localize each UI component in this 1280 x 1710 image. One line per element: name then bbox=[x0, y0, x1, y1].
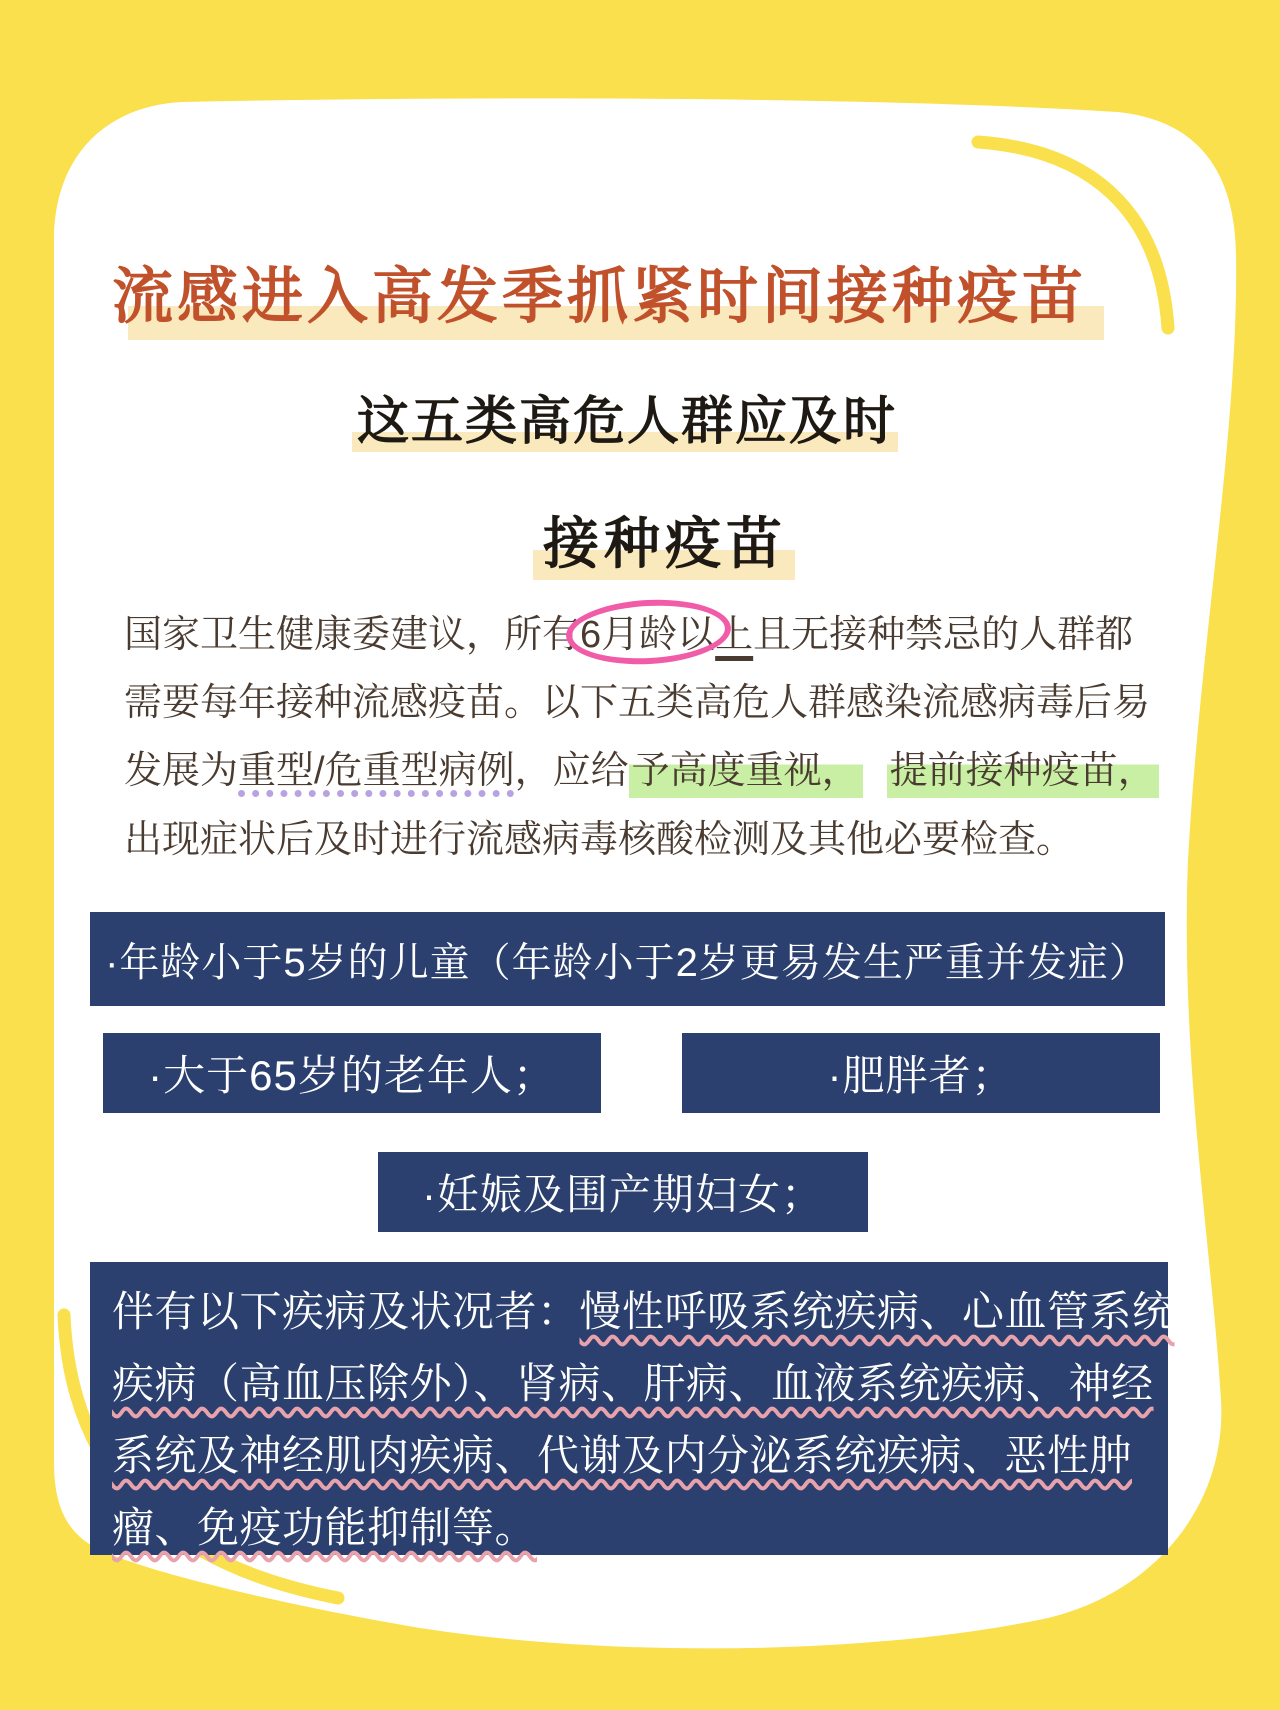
main-title: 流感进入高发季抓紧时间接种疫苗 bbox=[112, 262, 1088, 330]
risk-box-pregnant: ·妊娠及围产期妇女； bbox=[378, 1152, 868, 1232]
paragraph-line-3-mid: ，应给 bbox=[514, 750, 629, 792]
circled-age-text bbox=[580, 615, 715, 655]
chronic-line-2 bbox=[112, 1348, 1168, 1420]
paragraph-line-4: 出现症状后及时进行流感病毒核酸检测及其他必要检查。 bbox=[124, 819, 1075, 861]
chronic-line-3-wavy: 系统及神经肌肉疾病、代谢及内分泌系统疾病、恶性肿 bbox=[112, 1432, 1133, 1479]
chronic-line-1-plain: 伴有以下疾病及状况者： bbox=[112, 1288, 580, 1335]
risk-box-elderly: ·大于65岁的老年人； bbox=[103, 1033, 601, 1113]
paragraph-line-1-text: 国家卫生健康委建议，所有 bbox=[124, 614, 581, 656]
chronic-line-1 bbox=[112, 1276, 1175, 1348]
risk-box-obese: ·肥胖者； bbox=[682, 1033, 1160, 1113]
chronic-line-2-wavy: 疾病（高血压除外）、肾病、肝病、血液系统疾病、神经 bbox=[112, 1360, 1154, 1407]
chronic-line-4 bbox=[112, 1492, 1168, 1564]
risk-box-children: ·年龄小于5岁的儿童（年龄小于2岁更易发生严重并发症） bbox=[90, 912, 1165, 1006]
underlined-text: 上 bbox=[715, 614, 754, 656]
paragraph-line-2: 需要每年接种流感疫苗。以下五类高危人群感染流感病毒后易 bbox=[124, 682, 1151, 724]
dotted-emphasis-text: 重型/危重型病例 bbox=[238, 750, 515, 792]
paragraph-line-1-rest: 且无接种禁忌的人群都 bbox=[753, 614, 1134, 656]
paragraph-line-3 bbox=[124, 751, 1159, 791]
chronic-line-1-wavy: 慢性呼吸系统疾病、心血管系统 bbox=[579, 1288, 1175, 1335]
risk-box-chronic-disease bbox=[90, 1262, 1175, 1555]
subtitle-line-1: 这五类高危人群应及时 bbox=[357, 393, 898, 451]
circled-age-inner: 6月龄以 bbox=[580, 614, 716, 656]
green-highlight-text-1: 予高度重视， bbox=[629, 750, 863, 798]
green-highlight-text-2: 提前接种疫苗， bbox=[887, 750, 1159, 798]
chronic-line-4-wavy: 瘤、免疫功能抑制等。 bbox=[112, 1504, 538, 1551]
paragraph-line-1 bbox=[124, 615, 1133, 655]
subtitle-line-2: 接种疫苗 bbox=[543, 512, 787, 575]
paragraph-line-3-pre: 发展为 bbox=[124, 750, 239, 792]
chronic-line-3 bbox=[112, 1420, 1168, 1492]
